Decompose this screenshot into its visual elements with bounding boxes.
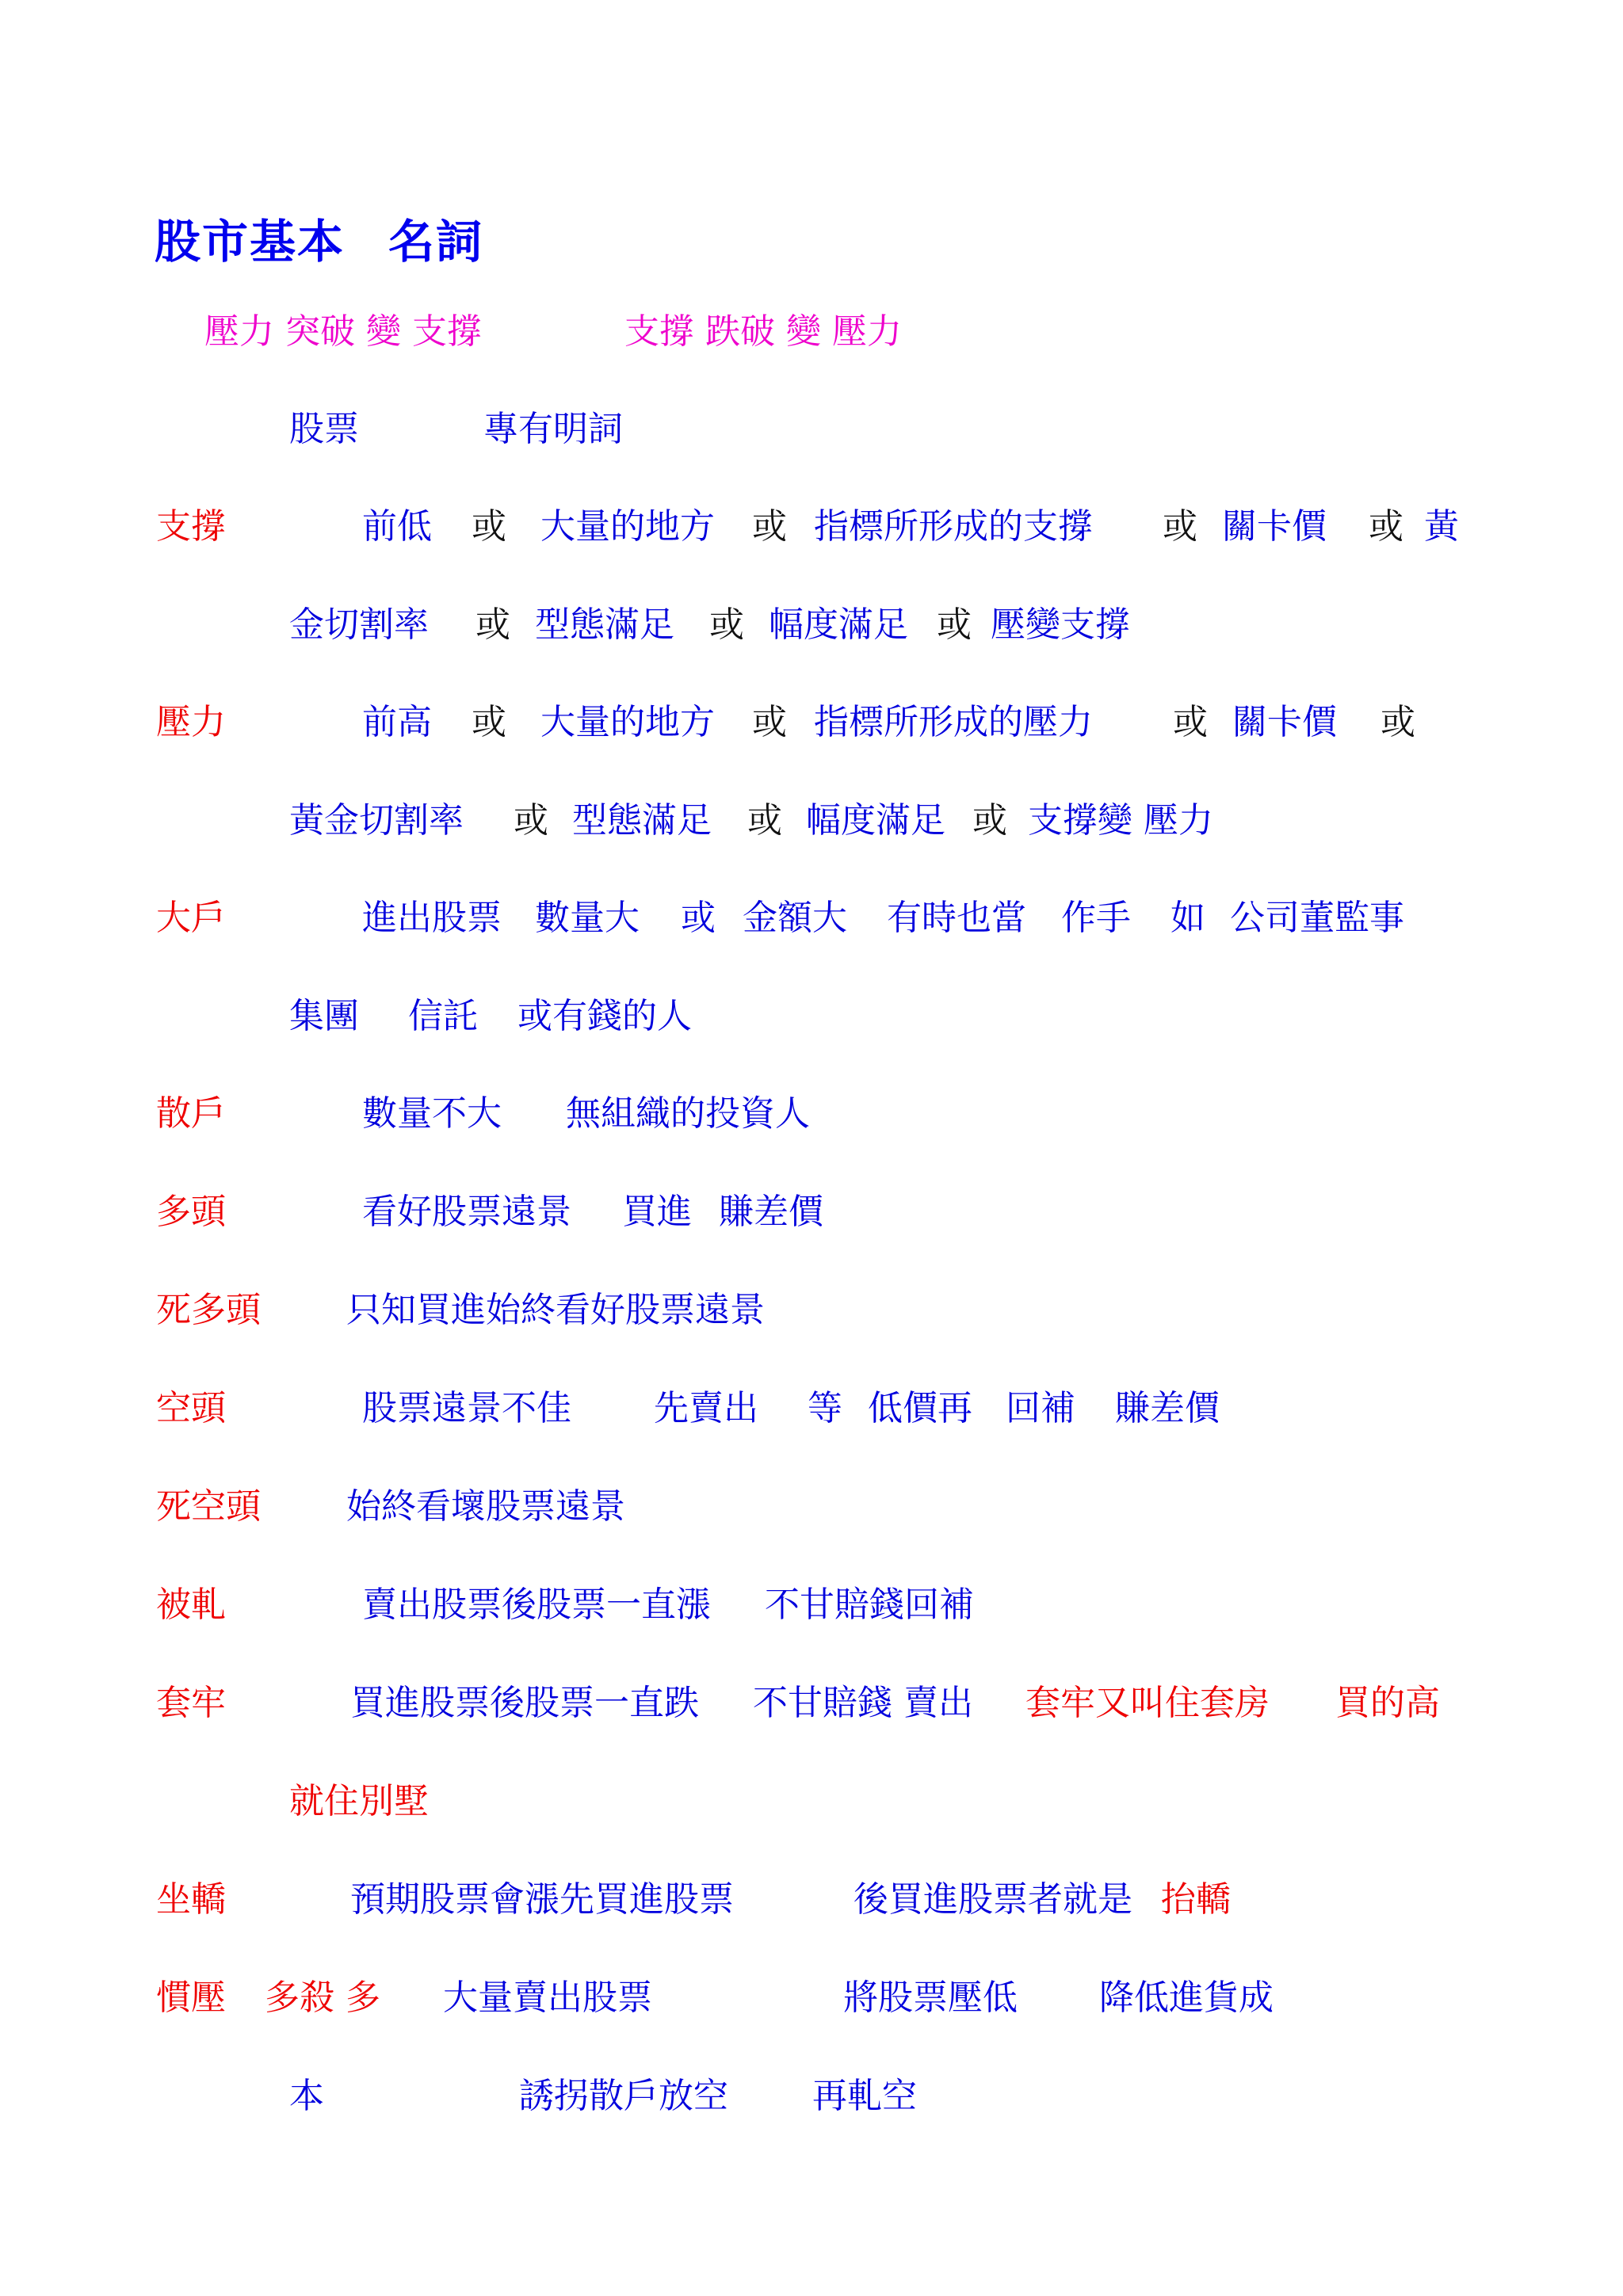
def-seg: 金額大 (743, 898, 847, 938)
connector-or: 或 (475, 605, 510, 645)
connector-or: 或 (709, 605, 744, 645)
def-seg: 先賣出 (654, 1388, 758, 1428)
connector-or: 或 (1381, 702, 1415, 742)
def-seg: 不甘賠錢 賣出 (753, 1683, 973, 1723)
connector-or: 或 (1163, 506, 1197, 547)
def-seg: 如 (1170, 898, 1205, 938)
def-seg: 誘拐散戶放空 (519, 2076, 728, 2116)
def-seg: 賺差價 (719, 1192, 823, 1232)
connector-or: 或 (1369, 506, 1403, 547)
def-seg: 再軋空 (812, 2076, 917, 2116)
def-seg: 指標所形成的支撐 (814, 506, 1093, 547)
def-seg: 預期股票會漲先買進股票 (350, 1879, 734, 1920)
term-label: 套牢 (156, 1683, 226, 1723)
def-seg: 只知買進始終看好股票遠景 (346, 1290, 765, 1330)
def-seg: 回補 (1006, 1388, 1075, 1428)
def-seg: 支撐變 壓力 (1028, 800, 1213, 841)
connector-or: 或 (472, 506, 506, 547)
def-seg: 型態滿足 (535, 605, 674, 645)
def-seg: 買進股票後股票一直跌 (350, 1683, 699, 1723)
def-seg: 有時也當 (887, 898, 1026, 938)
def-seg: 始終看壞股票遠景 (346, 1486, 625, 1527)
intro-right: 支撐 跌破 變 壓力 (624, 311, 902, 352)
def-seg: 不甘賠錢回補 (765, 1585, 974, 1625)
term-label: 支撐 (156, 506, 226, 547)
def-seg: 集團 (289, 996, 359, 1036)
term-label: 大戶 (156, 898, 226, 938)
highlight-seg: 買的高 (1335, 1683, 1440, 1723)
def-seg: 公司董監事 (1230, 898, 1404, 938)
def-seg: 幅度滿足 (769, 605, 908, 645)
connector-or: 或 (472, 702, 506, 742)
def-seg: 賣出股票後股票一直漲 (362, 1585, 711, 1625)
highlight-seg: 套牢又叫住套房 (1025, 1683, 1270, 1723)
term-label: 多頭 (156, 1192, 226, 1232)
def-seg: 大量賣出股票 (443, 1978, 652, 2018)
def-seg: 股票遠景不佳 (362, 1388, 571, 1428)
def-seg: 降低進貨成 (1099, 1978, 1274, 2018)
def-seg: 買進 (622, 1192, 692, 1232)
def-seg: 低價再 (868, 1388, 972, 1428)
connector-or: 或 (937, 605, 972, 645)
def-seg: 或 (681, 898, 716, 938)
def-seg: 數量大 (535, 898, 640, 938)
def-seg: 型態滿足 (572, 800, 712, 841)
def-seg: 幅度滿足 (806, 800, 945, 841)
def-seg: 金切割率 (289, 605, 429, 645)
def-seg: 關卡價 (1232, 702, 1337, 742)
def-seg: 大量的地方 (540, 702, 715, 742)
def-seg: 大量的地方 (540, 506, 715, 547)
def-seg: 看好股票遠景 (362, 1192, 571, 1232)
def-seg: 數量不大 (362, 1093, 502, 1134)
highlight-seg: 抬轎 (1161, 1879, 1231, 1920)
def-seg: 賺差價 (1115, 1388, 1220, 1428)
term-label: 坐轎 (156, 1879, 226, 1920)
term-label: 死空頭 (156, 1486, 261, 1527)
def-seg: 後買進股票者就是 (854, 1879, 1132, 1920)
def-seg: 黃金切割率 (289, 800, 464, 841)
def-seg: 前高 (362, 702, 432, 742)
term-label: 死多頭 (156, 1290, 261, 1330)
def-seg: 進出股票 (362, 898, 502, 938)
title-part2: 名詞 (388, 215, 484, 269)
connector-or: 或 (514, 800, 548, 841)
term-label-secondary: 多殺 多 (265, 1978, 380, 2018)
def-seg: 作手 (1061, 898, 1131, 938)
page-title (155, 204, 483, 271)
title-part1: 股市基本 (155, 215, 346, 269)
connector-or: 或 (972, 800, 1007, 841)
def-seg: 本 (289, 2076, 324, 2116)
def-seg: 壓變支撐 (991, 605, 1130, 645)
term-label: 散戶 (156, 1093, 226, 1134)
def-seg: 關卡價 (1222, 506, 1327, 547)
def-seg: 無組織的投資人 (566, 1093, 810, 1134)
connector-or: 或 (752, 506, 787, 547)
term-label: 慣壓 (156, 1978, 226, 2018)
term-label: 壓力 (156, 702, 226, 742)
connector-or: 或 (1173, 702, 1208, 742)
def-seg: 信託 (408, 996, 478, 1036)
header-col1: 股票 (289, 409, 359, 449)
term-label: 空頭 (156, 1388, 226, 1428)
highlight-seg: 就住別墅 (289, 1781, 429, 1821)
def-seg: 指標所形成的壓力 (814, 702, 1093, 742)
intro-left: 壓力 突破 變 支撐 (204, 311, 482, 352)
def-seg: 等 (808, 1388, 842, 1428)
def-seg: 將股票壓低 (843, 1978, 1018, 2018)
def-seg: 或有錢的人 (517, 996, 692, 1036)
term-label: 被軋 (156, 1585, 226, 1625)
def-seg: 黃 (1424, 506, 1459, 547)
connector-or: 或 (747, 800, 782, 841)
header-col2: 專有明詞 (483, 409, 623, 449)
connector-or: 或 (752, 702, 787, 742)
def-seg: 前低 (362, 506, 432, 547)
